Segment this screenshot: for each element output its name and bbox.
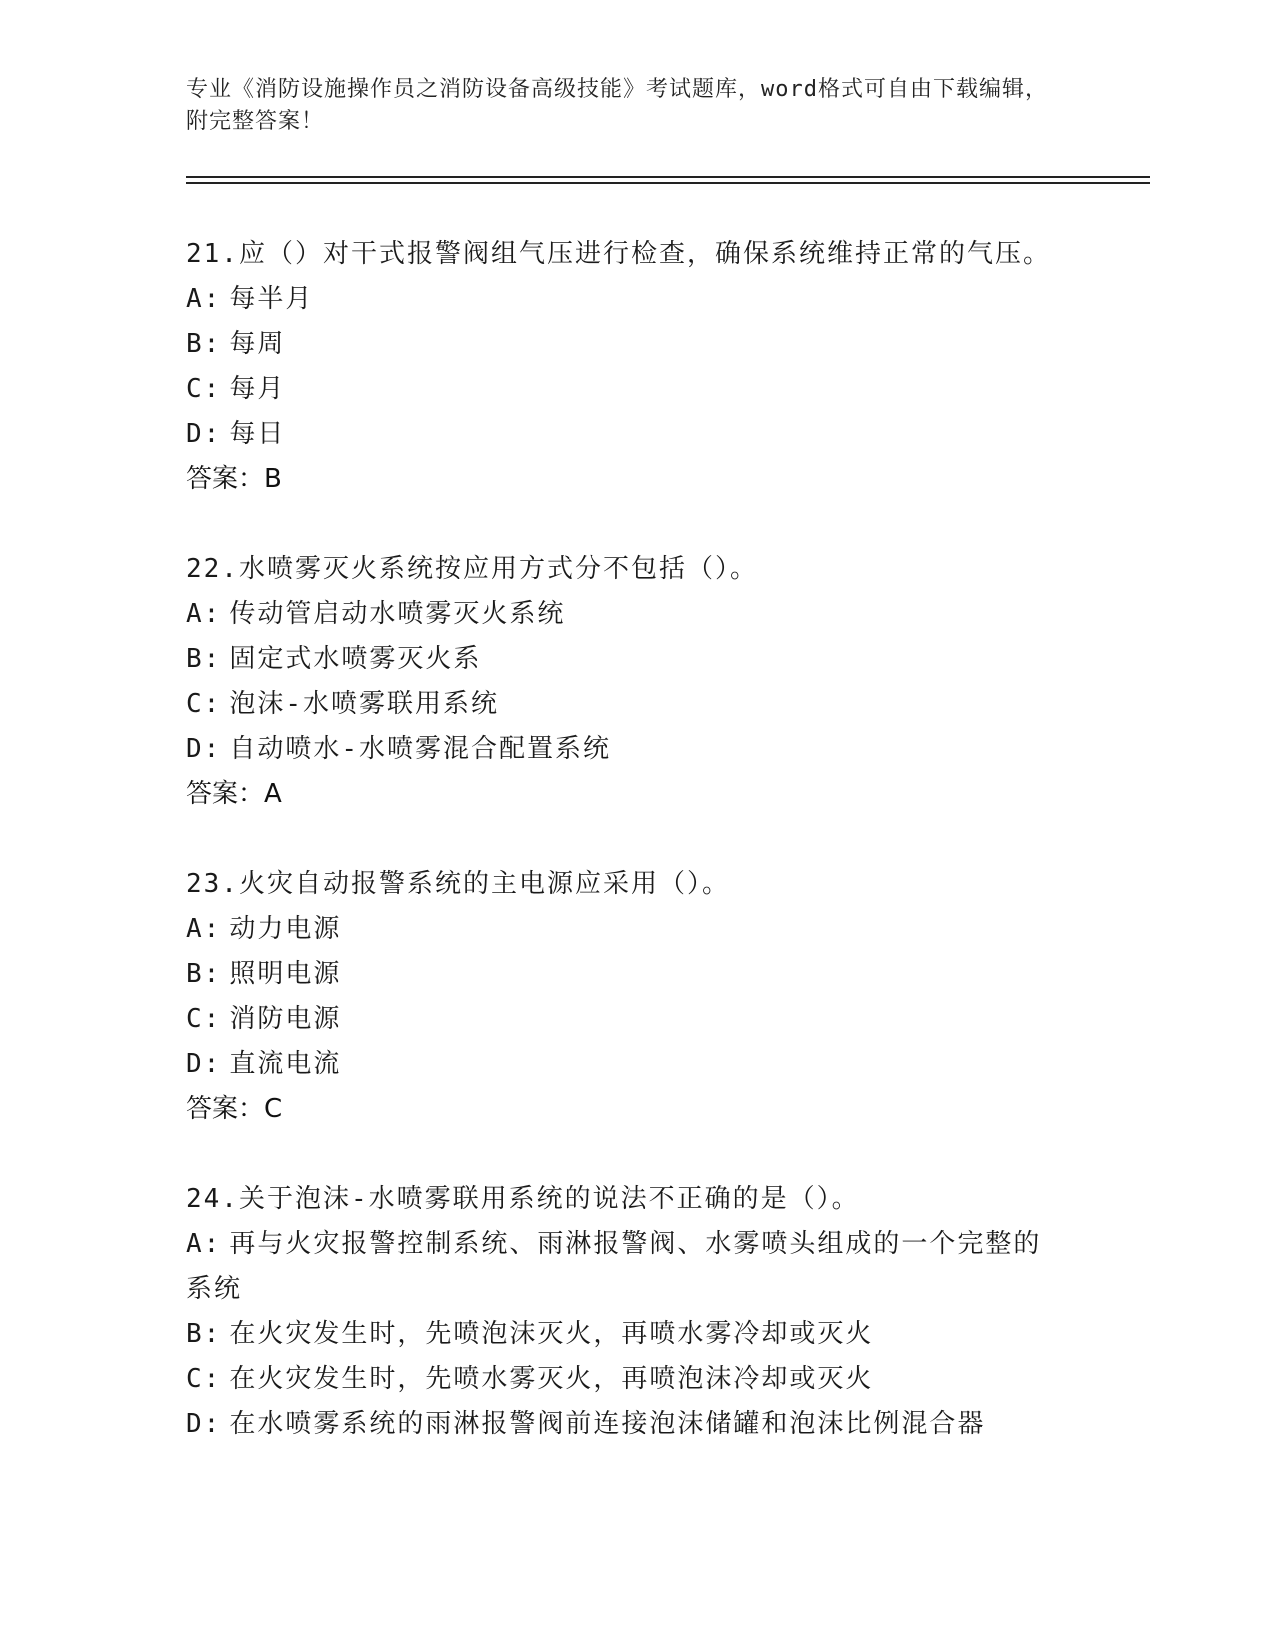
option-letter: B:: [186, 959, 222, 989]
answer-label: 答案：A: [186, 779, 282, 809]
question-stem: 23.火灾自动报警系统的主电源应采用（）。: [186, 869, 730, 899]
option-text: 固定式水喷雾灭火系: [229, 644, 482, 674]
option-text: 每周: [229, 329, 286, 359]
option-c: [186, 367, 1086, 412]
header-divider-bottom: [186, 182, 1150, 184]
option-text: 直流电流: [229, 1049, 342, 1079]
option-text: 动力电源: [229, 914, 342, 944]
option-text: 再与火灾报警控制系统、雨淋报警阀、水雾喷头组成的一个完整的系统: [186, 1229, 1042, 1304]
option-letter: B:: [186, 1319, 222, 1349]
question-stem: 22.水喷雾灭火系统按应用方式分不包括（）。: [186, 554, 758, 584]
option-b: [186, 1312, 1086, 1357]
option-letter: A:: [186, 914, 222, 944]
answer-label: 答案：B: [186, 464, 282, 494]
option-d: [186, 412, 1086, 457]
option-d: [186, 1402, 1086, 1447]
question-stem: 24.关于泡沫-水喷雾联用系统的说法不正确的是（）。: [186, 1184, 860, 1214]
option-letter: A:: [186, 599, 222, 629]
option-d: [186, 1042, 1086, 1087]
question-24: [186, 1177, 1086, 1447]
option-letter: C:: [186, 1004, 222, 1034]
option-letter: D:: [186, 1049, 222, 1079]
question-stem: 21.应（）对干式报警阀组气压进行检查，确保系统维持正常的气压。: [186, 239, 1051, 269]
option-d: [186, 727, 1086, 772]
option-letter: B:: [186, 329, 222, 359]
option-letter: D:: [186, 419, 222, 449]
option-c: [186, 682, 1086, 727]
option-text: 在火灾发生时，先喷水雾灭火，再喷泡沫冷却或灭火: [229, 1364, 874, 1394]
option-a: [186, 1222, 1066, 1312]
option-c: [186, 1357, 1086, 1402]
option-a: [186, 592, 1086, 637]
option-letter: A:: [186, 1229, 222, 1259]
option-text: 泡沫-水喷雾联用系统: [229, 689, 499, 719]
option-text: 消防电源: [229, 1004, 342, 1034]
option-letter: B:: [186, 644, 222, 674]
option-text: 在水喷雾系统的雨淋报警阀前连接泡沫储罐和泡沫比例混合器: [229, 1409, 986, 1439]
answer-label: 答案：C: [186, 1094, 283, 1124]
option-text: 每日: [229, 419, 286, 449]
question-21: [186, 232, 1086, 502]
option-letter: C:: [186, 374, 222, 404]
option-b: [186, 322, 1086, 367]
option-text: 在火灾发生时，先喷泡沫灭火，再喷水雾冷却或灭火: [229, 1319, 874, 1349]
header-divider-top: [186, 176, 1150, 178]
option-letter: A:: [186, 284, 222, 314]
question-22: [186, 547, 1086, 817]
option-text: 照明电源: [229, 959, 342, 989]
document-intro: 专业《消防设施操作员之消防设备高级技能》考试题库，word格式可自由下载编辑，附完整答案！: [186, 77, 1048, 134]
option-letter: D:: [186, 734, 222, 764]
option-letter: C:: [186, 689, 222, 719]
option-letter: D:: [186, 1409, 222, 1439]
option-b: [186, 637, 1086, 682]
option-b: [186, 952, 1086, 997]
option-text: 每半月: [229, 284, 314, 314]
option-a: [186, 907, 1086, 952]
option-text: 每月: [229, 374, 286, 404]
option-letter: C:: [186, 1364, 222, 1394]
option-text: 自动喷水-水喷雾混合配置系统: [229, 734, 611, 764]
option-c: [186, 997, 1086, 1042]
option-a: [186, 277, 1086, 322]
question-23: [186, 862, 1086, 1132]
option-text: 传动管启动水喷雾灭火系统: [229, 599, 566, 629]
